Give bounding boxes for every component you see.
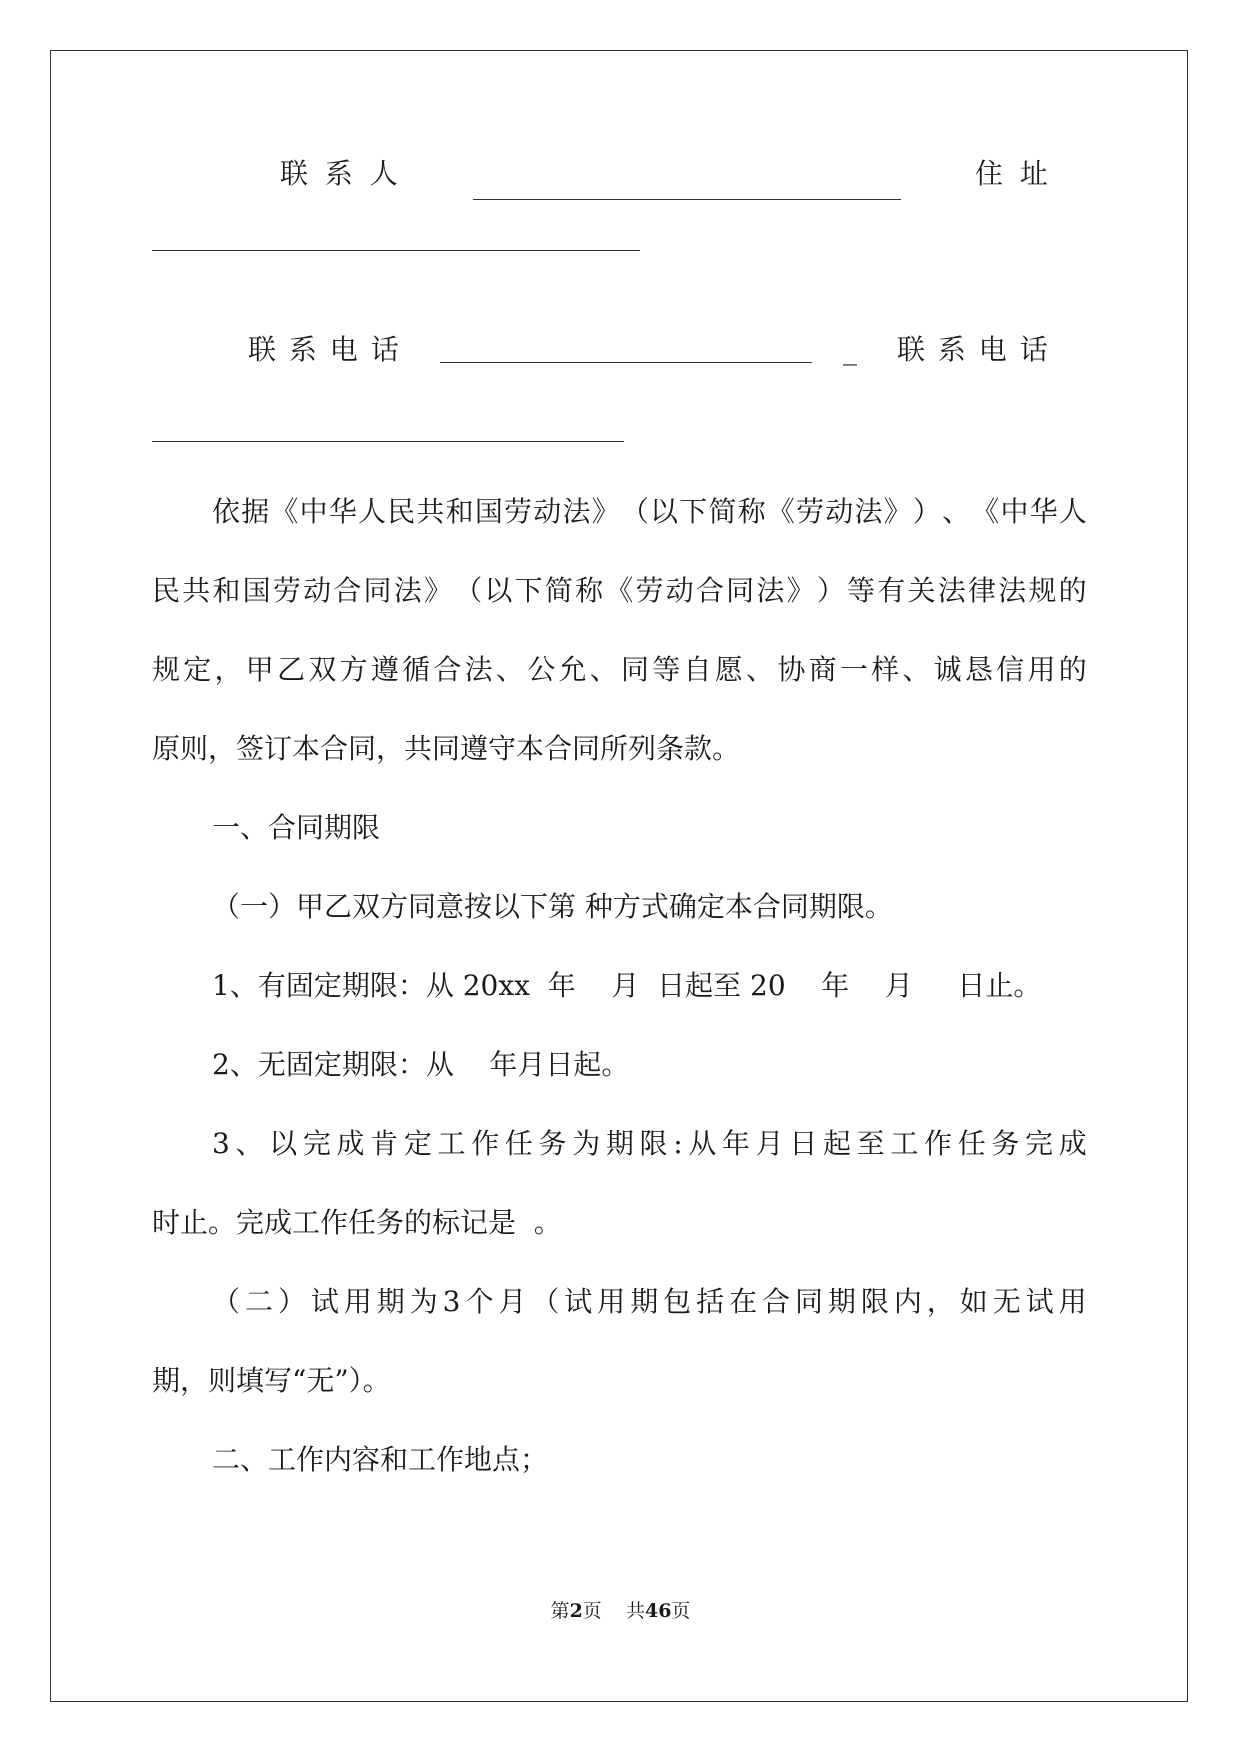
- char: 》: [591, 495, 620, 528]
- char: 规: [152, 653, 181, 686]
- char: 同: [363, 574, 392, 607]
- address-label: 住 址: [975, 157, 1052, 190]
- probation-line: [212, 1282, 1087, 1322]
- char: 合: [433, 653, 462, 686]
- char: 劳: [796, 495, 825, 528]
- body-line-1: [212, 492, 1087, 532]
- char: 乙: [277, 653, 306, 686]
- contact-phone-field-right[interactable]: [152, 441, 624, 442]
- char: 和: [445, 495, 474, 528]
- char: 人: [358, 495, 387, 528]
- char: 肯: [370, 1127, 399, 1160]
- char: 用: [597, 1285, 626, 1318]
- char: 试: [310, 1285, 339, 1318]
- char: 用: [1058, 1285, 1087, 1318]
- section-heading-2: 二、工作内容和工作地点；: [212, 1443, 549, 1476]
- char: 期: [605, 1127, 634, 1160]
- char: 甲: [245, 653, 274, 686]
- char: 商: [808, 653, 837, 686]
- char: 二: [244, 1285, 273, 1318]
- char: 3: [442, 1285, 461, 1318]
- char: 作: [471, 1127, 500, 1160]
- char: 法: [562, 495, 591, 528]
- char: 月: [498, 1285, 527, 1318]
- char: 协: [777, 653, 806, 686]
- char: 法: [464, 653, 493, 686]
- char: 期: [630, 1285, 659, 1318]
- char: 试: [564, 1285, 593, 1318]
- char: 《: [605, 574, 634, 607]
- char: 国: [242, 574, 271, 607]
- char: 同: [794, 1285, 823, 1318]
- term-option-intro: （一）甲乙双方同意按以下第 种方式确定本合同期限。: [212, 890, 893, 923]
- char: 国: [474, 495, 503, 528]
- char: 同: [620, 653, 649, 686]
- char: 、: [942, 495, 971, 528]
- char: 、: [746, 653, 775, 686]
- char: 成: [1058, 1127, 1087, 1160]
- char: 称: [575, 574, 604, 607]
- char: 中: [1000, 495, 1029, 528]
- char: 》: [883, 495, 912, 528]
- char: 《: [971, 495, 1000, 528]
- char: 作: [924, 1127, 953, 1160]
- char: 一: [839, 653, 868, 686]
- term-option-task: [212, 1124, 1087, 1164]
- char: 日: [789, 1127, 818, 1160]
- char: 任: [504, 1127, 533, 1160]
- char: 以: [269, 1127, 298, 1160]
- char: 动: [303, 574, 332, 607]
- char: 以: [650, 495, 679, 528]
- char: 括: [696, 1285, 725, 1318]
- char: 有: [877, 574, 906, 607]
- char: 依: [212, 495, 241, 528]
- char: 民: [387, 495, 416, 528]
- char: 动: [533, 495, 562, 528]
- page-footer: [0, 1599, 1241, 1623]
- contact-phone-label-right: 联 系 电 话: [897, 333, 1050, 366]
- char: 成: [336, 1127, 365, 1160]
- footer-mid: 页 共: [582, 1600, 645, 1622]
- footer-page-number: 2: [569, 1600, 583, 1622]
- contact-phone-field-left[interactable]: [440, 362, 812, 363]
- char: 《: [766, 495, 795, 528]
- char: 共: [416, 495, 445, 528]
- char: 、: [902, 653, 931, 686]
- char: 法: [854, 495, 883, 528]
- char: 的: [1058, 653, 1087, 686]
- char: 包: [663, 1285, 692, 1318]
- char: 劳: [635, 574, 664, 607]
- term-option-fixed: 1、有固定期限：从 20xx 年 月 日起至 20 年 月 日止。: [212, 969, 1042, 1002]
- char: 》: [786, 574, 815, 607]
- char: （: [212, 1285, 241, 1318]
- char: 定: [403, 1127, 432, 1160]
- char: ，: [214, 653, 243, 686]
- char: 任: [957, 1127, 986, 1160]
- term-option-unfixed: 2、无固定期限：从 年月日起。: [212, 1048, 630, 1081]
- char: 如: [959, 1285, 988, 1318]
- char: 务: [538, 1127, 567, 1160]
- char: 规: [1028, 574, 1057, 607]
- char: 工: [890, 1127, 919, 1160]
- char: （: [620, 495, 649, 528]
- char: 年: [721, 1127, 750, 1160]
- char: 人: [1058, 495, 1087, 528]
- body-line-2: [152, 571, 1087, 611]
- char: 下: [514, 574, 543, 607]
- phone-separator: _: [843, 333, 857, 366]
- char: 等: [847, 574, 876, 607]
- char: 》: [423, 574, 452, 607]
- char: 据: [241, 495, 270, 528]
- char: 3: [212, 1127, 230, 1160]
- char: ）: [277, 1285, 306, 1318]
- char: 起: [823, 1127, 852, 1160]
- char: 从: [688, 1127, 717, 1160]
- char: 工: [437, 1127, 466, 1160]
- char: 的: [1058, 574, 1087, 607]
- char: 为: [572, 1127, 601, 1160]
- contact-phone-label-left: 联 系 电 话: [248, 333, 401, 366]
- section-heading-1: 一、合同期限: [212, 811, 381, 844]
- char: 动: [665, 574, 694, 607]
- char: 公: [527, 653, 556, 686]
- char: 样: [871, 653, 900, 686]
- char: 遵: [370, 653, 399, 686]
- char: 称: [737, 495, 766, 528]
- char: 诚: [933, 653, 962, 686]
- char: 等: [652, 653, 681, 686]
- char: 用: [343, 1285, 372, 1318]
- char: 以: [484, 574, 513, 607]
- char: 合: [762, 1285, 791, 1318]
- char: 共: [182, 574, 211, 607]
- char: 法: [998, 574, 1027, 607]
- contact-person-field[interactable]: [473, 199, 901, 200]
- char: ）: [912, 495, 941, 528]
- char: 自: [683, 653, 712, 686]
- footer-prefix: 第: [550, 1600, 570, 1622]
- char: 完: [1025, 1127, 1054, 1160]
- char: ，: [926, 1285, 955, 1318]
- char: 恳: [964, 653, 993, 686]
- char: 无: [992, 1285, 1021, 1318]
- char: 限: [860, 1285, 889, 1318]
- char: 同: [726, 574, 755, 607]
- char: 关: [907, 574, 936, 607]
- char: 月: [755, 1127, 784, 1160]
- char: 合: [333, 574, 362, 607]
- char: 、: [495, 653, 524, 686]
- char: 下: [679, 495, 708, 528]
- char: 中: [299, 495, 328, 528]
- char: ）: [816, 574, 845, 607]
- char: 务: [991, 1127, 1020, 1160]
- contact-person-label: 联 系 人: [280, 157, 402, 190]
- char: （: [454, 574, 483, 607]
- char: 、: [589, 653, 618, 686]
- address-field[interactable]: [152, 250, 640, 251]
- char: （: [531, 1285, 560, 1318]
- char: 华: [328, 495, 357, 528]
- char: 完: [302, 1127, 331, 1160]
- char: 双: [308, 653, 337, 686]
- char: 期: [376, 1285, 405, 1318]
- char: 法: [756, 574, 785, 607]
- char: 愿: [714, 653, 743, 686]
- char: 劳: [272, 574, 301, 607]
- body-line-3: [152, 650, 1087, 690]
- char: 合: [695, 574, 724, 607]
- char: 动: [825, 495, 854, 528]
- char: 律: [967, 574, 996, 607]
- char: 个: [465, 1285, 494, 1318]
- probation-line-cont: 期，则填写“无”）。: [152, 1364, 391, 1397]
- footer-suffix: 页: [671, 1600, 691, 1622]
- char: 法: [937, 574, 966, 607]
- char: 为: [409, 1285, 438, 1318]
- char: 允: [558, 653, 587, 686]
- char: 《: [270, 495, 299, 528]
- char: 信: [996, 653, 1025, 686]
- char: 循: [402, 653, 431, 686]
- char: 限: [639, 1127, 668, 1160]
- char: 至: [856, 1127, 885, 1160]
- char: 简: [544, 574, 573, 607]
- char: 定: [183, 653, 212, 686]
- char: 试: [1025, 1285, 1054, 1318]
- body-line-4: 原则，签订本合同，共同遵守本合同所列条款。: [152, 732, 741, 765]
- char: 方: [339, 653, 368, 686]
- term-option-task-cont: 时止。完成工作任务的标记是 。: [152, 1206, 562, 1239]
- char: 民: [152, 574, 181, 607]
- footer-total-pages: 46: [644, 1600, 672, 1622]
- char: 、: [235, 1127, 264, 1160]
- char: 华: [1029, 495, 1058, 528]
- char: 和: [212, 574, 241, 607]
- char: 期: [827, 1285, 856, 1318]
- char: 简: [708, 495, 737, 528]
- char: 在: [729, 1285, 758, 1318]
- char: 法: [393, 574, 422, 607]
- char: 劳: [504, 495, 533, 528]
- char: 内: [893, 1285, 922, 1318]
- char: :: [673, 1127, 683, 1160]
- char: 用: [1027, 653, 1056, 686]
